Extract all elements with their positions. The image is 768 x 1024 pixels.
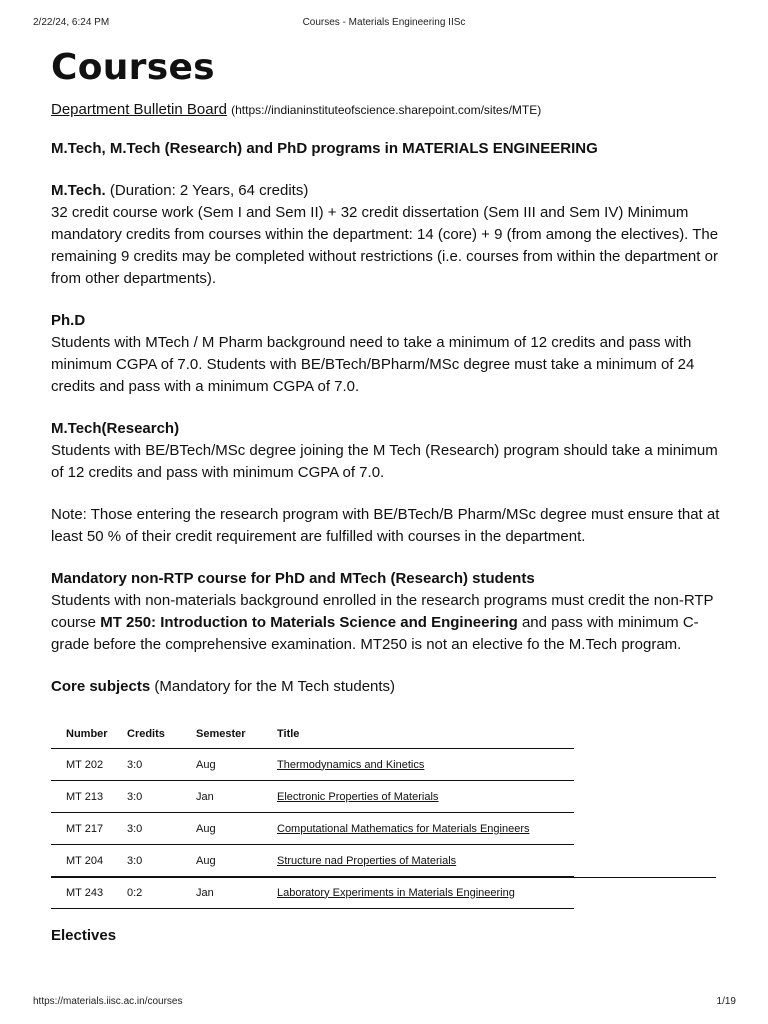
course-title-cell bbox=[277, 749, 574, 781]
course-title-link[interactable]: Structure nad Properties of Materials bbox=[277, 854, 457, 867]
column-header-semester: Semester bbox=[196, 716, 277, 749]
research-note: Note: Those entering the research program with BE/BTech/B Pharm/MSc degree must ensure that at least 50 % of their credit requirement are fulfilled with courses in the department. bbox=[51, 506, 720, 545]
core-section bbox=[51, 676, 723, 909]
print-footer-url: https://materials.iisc.ac.in/courses bbox=[33, 996, 183, 1007]
course-title-link[interactable]: Computational Mathematics for Materials Engineers bbox=[277, 822, 530, 835]
note-section bbox=[51, 504, 723, 548]
course-credits: 3:0 bbox=[127, 749, 196, 781]
course-title-cell bbox=[277, 845, 574, 877]
electives-heading: Electives bbox=[51, 927, 117, 944]
table-row bbox=[51, 749, 574, 781]
column-header-title: Title bbox=[277, 716, 574, 749]
bulletin-url: (https://indianinstituteofscience.sharepoint.com/sites/MTE) bbox=[231, 103, 542, 117]
table-row bbox=[51, 781, 574, 813]
programs-heading: M.Tech, M.Tech (Research) and PhD programs in MATERIALS ENGINEERING bbox=[51, 140, 598, 157]
main-content bbox=[51, 46, 723, 947]
core-label: Core subjects bbox=[51, 678, 151, 695]
phd-body: Students with MTech / M Pharm background need to take a minimum of 12 credits and pass with minimum CGPA of 7.0. Students with BE/BTech/BPharm/MSc degree must take a minimum of 24 credits and pass with a minimum CGPA of 7.0. bbox=[51, 334, 695, 395]
print-footer bbox=[0, 996, 768, 1010]
print-page-number: 1/19 bbox=[716, 996, 736, 1007]
course-title-link[interactable]: Laboratory Experiments in Materials Engineering bbox=[277, 886, 515, 899]
phd-section bbox=[51, 310, 723, 398]
print-header bbox=[0, 17, 768, 31]
mtech-body: 32 credit course work (Sem I and Sem II) + 32 credit dissertation (Sem III and Sem IV) Minimum mandatory credits from courses within the department: 14 (core) + 9 (from among the electives). The remaining 9 credits may be completed without restrictions (i.e. courses from within the department or from other departments). bbox=[51, 204, 719, 287]
table-header-row bbox=[51, 716, 574, 749]
course-credits: 3:0 bbox=[127, 781, 196, 813]
phd-label: Ph.D bbox=[51, 312, 86, 329]
table-row bbox=[51, 877, 574, 909]
course-number: MT 202 bbox=[51, 749, 127, 781]
course-credits: 0:2 bbox=[127, 877, 196, 909]
course-title-cell bbox=[277, 781, 574, 813]
course-number: MT 213 bbox=[51, 781, 127, 813]
course-credits: 3:0 bbox=[127, 845, 196, 877]
mtech-research-section bbox=[51, 418, 723, 484]
print-doc-title: Courses - Materials Engineering IISc bbox=[302, 17, 466, 28]
course-title-cell bbox=[277, 877, 574, 909]
core-note: (Mandatory for the M Tech students) bbox=[150, 678, 396, 695]
bulletin-line bbox=[51, 100, 723, 120]
course-number: MT 204 bbox=[51, 845, 127, 877]
non-rtp-body-before: Students with non-materials background enrolled in the research programs must credit the non-RTP course bbox=[51, 592, 714, 631]
course-credits: 3:0 bbox=[127, 813, 196, 845]
non-rtp-label: Mandatory non-RTP course for PhD and MTech (Research) students bbox=[51, 570, 535, 587]
table-row bbox=[51, 845, 574, 877]
table-bottom-rule bbox=[51, 877, 716, 878]
course-semester: Jan bbox=[196, 877, 277, 909]
course-semester: Aug bbox=[196, 813, 277, 845]
course-title-cell bbox=[277, 813, 574, 845]
non-rtp-body-after: and pass with minimum C-grade before the comprehensive examination. MT250 is not an elective fo the M.Tech program. bbox=[51, 614, 699, 653]
mtech-label: M.Tech. bbox=[51, 182, 106, 199]
print-datetime: 2/22/24, 6:24 PM bbox=[33, 17, 110, 28]
non-rtp-course: MT 250: Introduction to Materials Science and Engineering bbox=[100, 614, 518, 631]
course-semester: Aug bbox=[196, 845, 277, 877]
mtech-research-body: Students with BE/BTech/MSc degree joining the M Tech (Research) program should take a minimum of 12 credits and pass with minimum CGPA of 7.0. bbox=[51, 442, 718, 481]
core-subjects-table bbox=[51, 716, 574, 909]
course-number: MT 243 bbox=[51, 877, 127, 909]
mtech-section bbox=[51, 180, 723, 290]
non-rtp-section bbox=[51, 568, 723, 656]
course-title-link[interactable]: Thermodynamics and Kinetics bbox=[277, 758, 425, 771]
bulletin-board-link[interactable]: Department Bulletin Board bbox=[51, 101, 227, 118]
column-header-number: Number bbox=[51, 716, 127, 749]
column-header-credits: Credits bbox=[127, 716, 196, 749]
mtech-research-label: M.Tech(Research) bbox=[51, 420, 180, 437]
table-row bbox=[51, 813, 574, 845]
course-number: MT 217 bbox=[51, 813, 127, 845]
non-rtp-body bbox=[51, 590, 723, 656]
course-semester: Aug bbox=[196, 749, 277, 781]
course-title-link[interactable]: Electronic Properties of Materials bbox=[277, 790, 439, 803]
page-title: Courses bbox=[51, 47, 215, 88]
course-semester: Jan bbox=[196, 781, 277, 813]
mtech-duration: (Duration: 2 Years, 64 credits) bbox=[105, 182, 309, 199]
